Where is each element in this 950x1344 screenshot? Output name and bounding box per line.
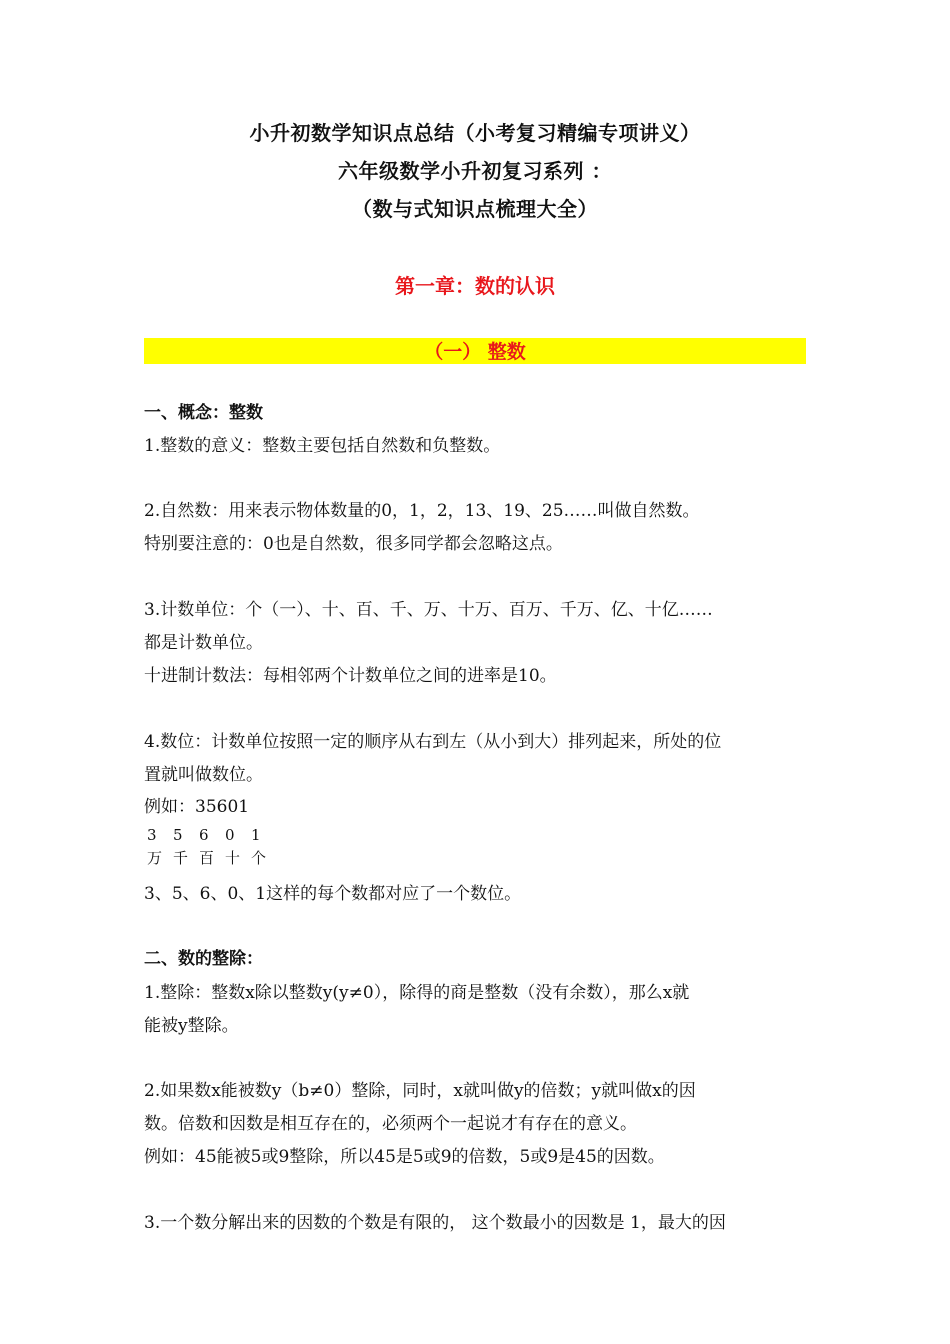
digit: 3 [147, 826, 157, 844]
text-line: 1.整数的意义：整数主要包括自然数和负整数。 [144, 436, 501, 456]
topic-subtitle: （数与式知识点梳理大全） [352, 197, 598, 221]
concept-heading: 一、概念：整数 [144, 403, 263, 423]
digit: 6 [199, 826, 209, 844]
place-name: 万 [147, 849, 163, 867]
text-line: 例如：35601 [144, 797, 250, 817]
text-line: 2.自然数：用来表示物体数量的0，1，2，13、19、25……叫做自然数。 [144, 501, 700, 521]
place-value-digits [147, 826, 277, 844]
place-name: 百 [199, 849, 215, 867]
text-line: 十进制计数法：每相邻两个计数单位之间的进率是10。 [144, 666, 557, 686]
text-line: 2.如果数x能被数y（b≠0）整除，同时，x就叫做y的倍数；y就叫做x的因 [144, 1081, 696, 1101]
text-line: 特别要注意的：0也是自然数，很多同学都会忽略这点。 [144, 534, 563, 554]
digit: 0 [225, 826, 235, 844]
text-line: 能被y整除。 [144, 1016, 239, 1036]
section-banner-label: （一） 整数 [424, 341, 526, 363]
digit: 1 [251, 826, 261, 844]
text-line: 数。倍数和因数是相互存在的，必须两个一起说才有存在的意义。 [144, 1114, 637, 1134]
place-name: 个 [251, 849, 267, 867]
text-line: 4.数位：计数单位按照一定的顺序从右到左（从小到大）排列起来，所处的位 [144, 732, 722, 752]
place-name: 千 [173, 849, 189, 867]
text-line: 3、5、6、0、1这样的每个数都对应了一个数位。 [144, 884, 522, 904]
place-name: 十 [225, 849, 241, 867]
place-value-names [147, 847, 277, 868]
text-line: 置就叫做数位。 [144, 765, 263, 785]
section-banner [144, 338, 806, 364]
document-title: 小升初数学知识点总结（小考复习精编专项讲义） [249, 121, 701, 145]
digit: 5 [173, 826, 183, 844]
text-line: 都是计数单位。 [144, 633, 263, 653]
divisibility-heading: 二、数的整除： [144, 949, 263, 969]
series-subtitle: 六年级数学小升初复习系列 ： [338, 159, 612, 183]
text-line: 例如：45能被5或9整除，所以45是5或9的倍数，5或9是45的因数。 [144, 1147, 665, 1167]
text-line: 3.一个数分解出来的因数的个数是有限的， 这个数最小的因数是 1，最大的因 [144, 1213, 726, 1233]
text-line: 3.计数单位：个（一）、十、百、千、万、十万、百万、千万、亿、十亿…… [144, 600, 713, 620]
chapter-heading: 第一章：数的认识 [395, 274, 555, 298]
text-line: 1.整除：整数x除以整数y(y≠0），除得的商是整数（没有余数），那么x就 [144, 983, 690, 1003]
